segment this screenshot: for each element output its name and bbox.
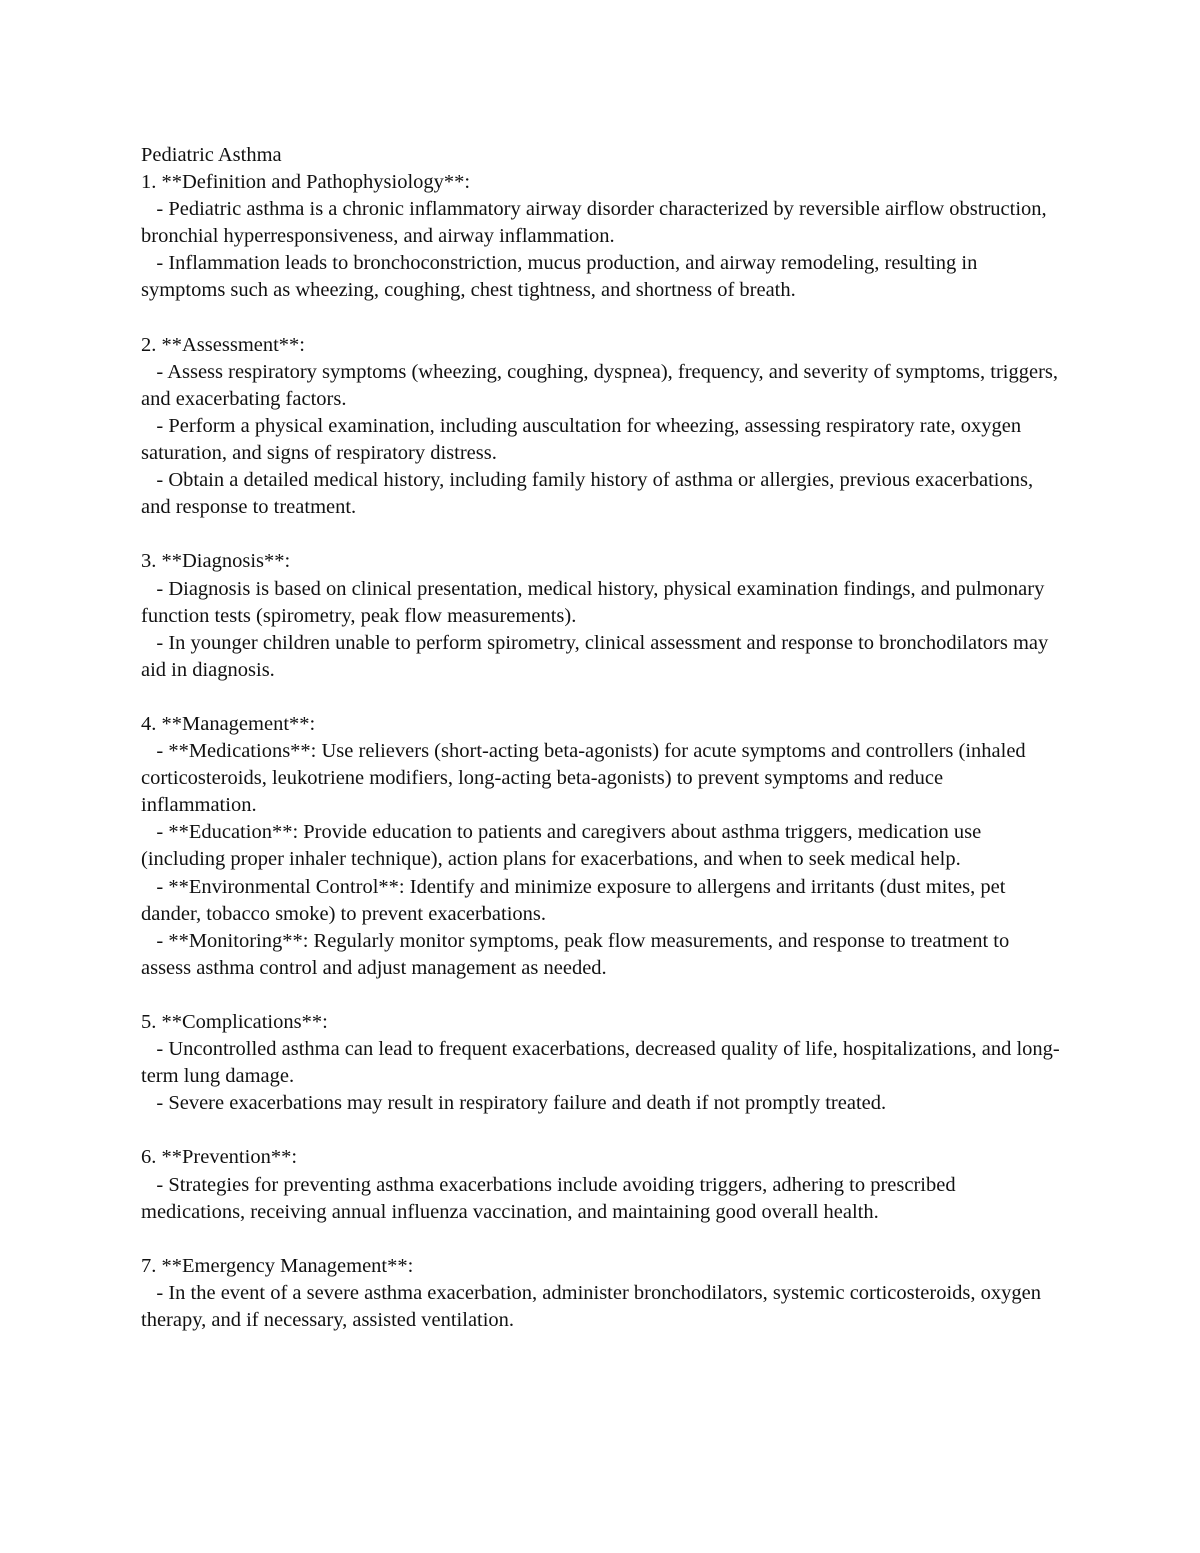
section-heading: 6. **Prevention**:	[141, 1146, 298, 1169]
bullet-item: - Assess respiratory symptoms (wheezing, coughing, dyspnea), frequency, and severity of symptoms, triggers, and exacerbating factors.	[141, 360, 1058, 410]
section-heading: 1. **Definition and Pathophysiology**:	[141, 171, 471, 194]
bullet-item: - In younger children unable to perform spirometry, clinical assessment and response to bronchodilators may aid in diagnosis.	[141, 631, 1049, 681]
document-page	[141, 142, 1061, 1361]
section-diagnosis	[141, 548, 1061, 683]
section-heading: 7. **Emergency Management**:	[141, 1254, 414, 1277]
section-heading: 2. **Assessment**:	[141, 333, 305, 356]
bullet-item: - Obtain a detailed medical history, including family history of asthma or allergies, previous exacerbations, and response to treatment.	[141, 469, 1034, 519]
section-heading: 5. **Complications**:	[141, 1011, 328, 1033]
section-complications	[141, 1009, 1061, 1117]
bullet-item: - Uncontrolled asthma can lead to frequent exacerbations, decreased quality of life, hospitalizations, and long-term lung damage.	[141, 1038, 1060, 1088]
bullet-item: - Inflammation leads to bronchoconstriction, mucus production, and airway remodeling, resulting in symptoms such as wheezing, coughing, chest tightness, and shortness of breath.	[141, 252, 978, 302]
bullet-item: - **Environmental Control**: Identify and minimize exposure to allergens and irritants (dust mites, pet dander, tobacco smoke) to prevent exacerbations.	[141, 875, 1006, 925]
bullet-item: - Severe exacerbations may result in respiratory failure and death if not promptly treated.	[156, 1092, 887, 1115]
bullet-item: - **Monitoring**: Regularly monitor symptoms, peak flow measurements, and response to treatment to assess asthma control and adjust management as needed.	[141, 929, 1010, 979]
bullet-item: - In the event of a severe asthma exacerbation, administer bronchodilators, systemic corticosteroids, oxygen therapy, and if necessary, assisted ventilation.	[141, 1281, 1041, 1332]
document-title: Pediatric Asthma	[141, 144, 282, 166]
section-heading: 4. **Management**:	[141, 712, 316, 735]
bullet-item: - Strategies for preventing asthma exacerbations include avoiding triggers, adhering to prescribed medications, receiving annual influenza vaccination, and maintaining good overall health.	[141, 1173, 956, 1223]
section-definition	[141, 169, 1061, 304]
bullet-item: - **Education**: Provide education to patients and caregivers about asthma triggers, medication use (including proper inhaler technique), action plans for exacerbations, and when to seek medical help.	[141, 821, 982, 871]
bullet-item: - Pediatric asthma is a chronic inflammatory airway disorder characterized by reversible airflow obstruction, bronchial hyperresponsiveness, and airway inflammation.	[141, 198, 1047, 248]
section-emergency-management	[141, 1253, 1061, 1334]
section-assessment	[141, 332, 1061, 522]
bullet-item: - Diagnosis is based on clinical presentation, medical history, physical examination findings, and pulmonary function tests (spirometry, peak flow measurements).	[141, 577, 1045, 627]
section-management	[141, 711, 1061, 982]
bullet-item: - Perform a physical examination, including auscultation for wheezing, assessing respiratory rate, oxygen saturation, and signs of respiratory distress.	[141, 414, 1022, 465]
section-heading: 3. **Diagnosis**:	[141, 550, 291, 573]
section-prevention	[141, 1144, 1061, 1225]
bullet-item: - **Medications**: Use relievers (short-acting beta-agonists) for acute symptoms and controllers (inhaled corticosteroids, leukotriene modifiers, long-acting beta-agonists) to prevent symptoms and reduce inflammation.	[141, 740, 1026, 817]
